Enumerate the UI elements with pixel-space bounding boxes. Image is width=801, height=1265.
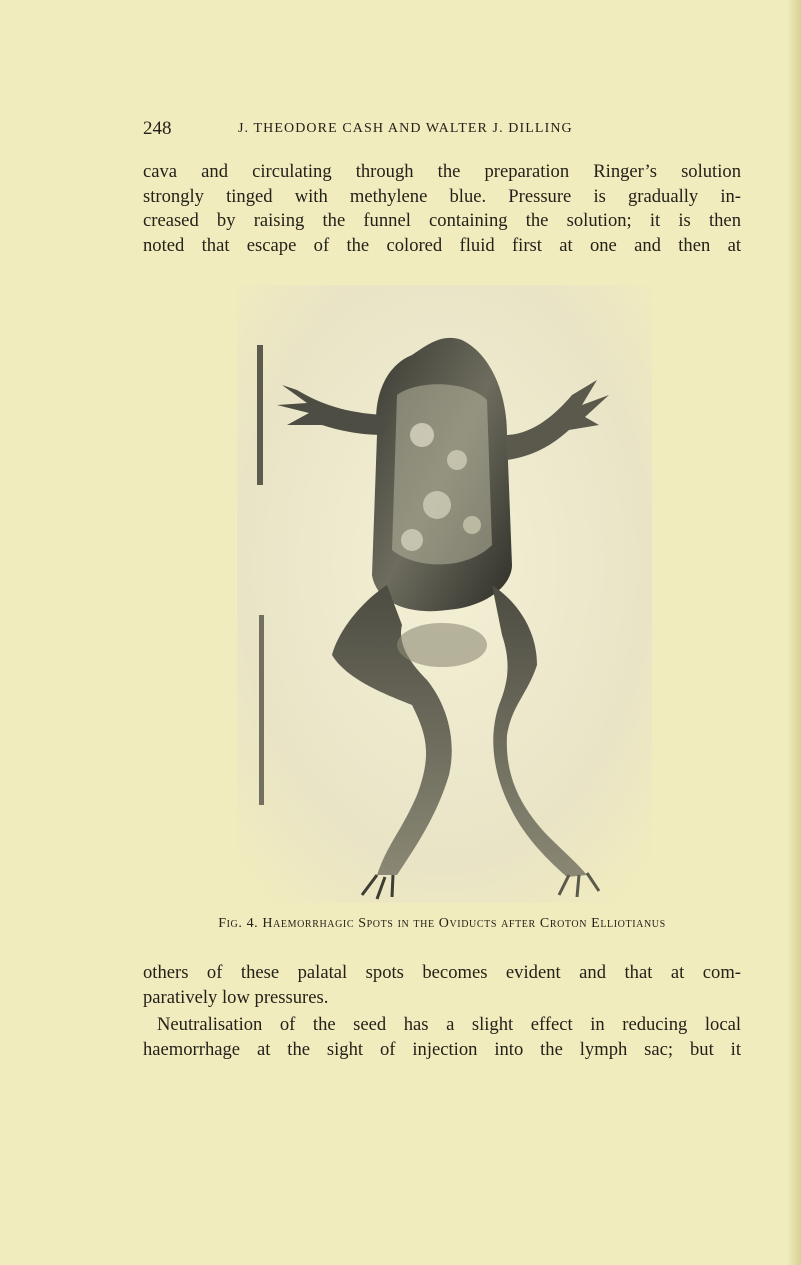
figure-caption: Fig. 4. Haemorrhagic Spots in the Oviducts after Croton Elliotianus bbox=[218, 916, 666, 931]
text-line: noted that escape of the colored fluid first at one and then at bbox=[143, 234, 741, 256]
running-title: J. THEODORE CASH AND WALTER J. DILLING bbox=[238, 121, 573, 136]
paragraph-bottom bbox=[143, 961, 741, 1010]
page-number: 248 bbox=[143, 118, 172, 139]
text-line: haemorrhage at the sight of injection into the lymph sac; but it bbox=[143, 1038, 741, 1060]
text-line: creased by raising the funnel containing the solution; it is then bbox=[143, 210, 741, 231]
text-line: cava and circulating through the preparation Ringer’s solution bbox=[143, 161, 741, 182]
text-line: Neutralisation of the seed has a slight effect in reducing local bbox=[157, 1014, 741, 1035]
page-edge-shadow bbox=[787, 0, 801, 1265]
figure-frog-photograph bbox=[237, 285, 652, 903]
text-line: others of these palatal spots becomes evident and that at com- bbox=[143, 962, 741, 983]
text-line: strongly tinged with methylene blue. Pressure is gradually in- bbox=[143, 185, 741, 207]
paragraph-next bbox=[143, 1013, 741, 1062]
running-header bbox=[143, 118, 663, 142]
paragraph-top bbox=[143, 160, 741, 258]
frog-photograph bbox=[237, 285, 652, 903]
text-line: paratively low pressures. bbox=[143, 986, 329, 1008]
